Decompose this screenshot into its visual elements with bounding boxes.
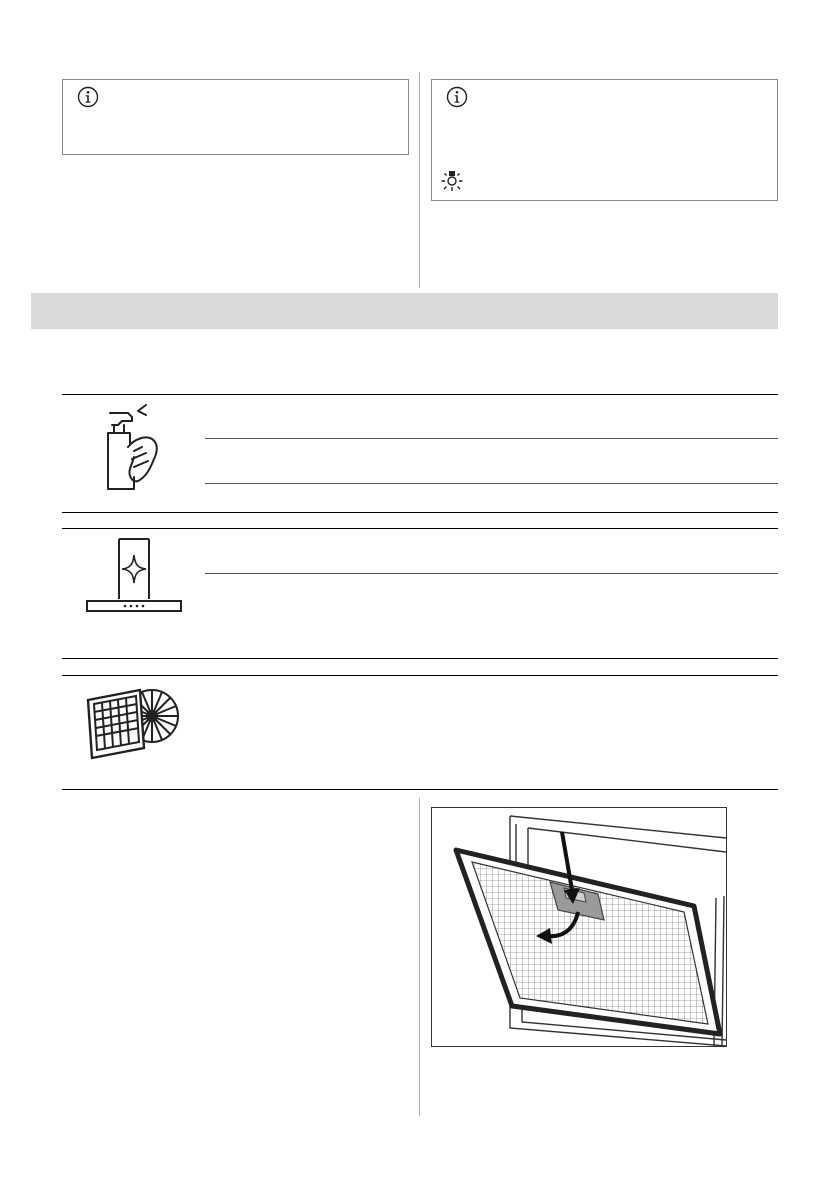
- table-row-divider: [62, 658, 778, 659]
- table-cell-divider: [205, 483, 778, 484]
- info-note-left: [62, 79, 409, 155]
- lamp-icon: [440, 170, 464, 194]
- table-row-divider: [62, 789, 778, 790]
- table-row-divider: [62, 512, 778, 513]
- column-divider-top: [419, 72, 420, 288]
- filter-removal-drawing: [432, 808, 726, 1046]
- spray-cleaning-icon: [102, 403, 172, 495]
- cooker-hood-clean-icon: [82, 537, 186, 617]
- table-cell-divider: [205, 438, 778, 439]
- table-cell-divider: [205, 573, 778, 574]
- grease-filter-icon: [82, 682, 182, 764]
- info-icon: [446, 86, 468, 108]
- grease-filter-removal-illustration: [431, 807, 727, 1047]
- section-heading-bar: [31, 293, 778, 329]
- table-row: [62, 395, 778, 510]
- column-divider-bottom: [419, 798, 420, 1116]
- table-row: [62, 676, 778, 788]
- info-icon: [77, 86, 99, 108]
- table-row: [62, 529, 778, 657]
- info-note-right: [431, 79, 778, 201]
